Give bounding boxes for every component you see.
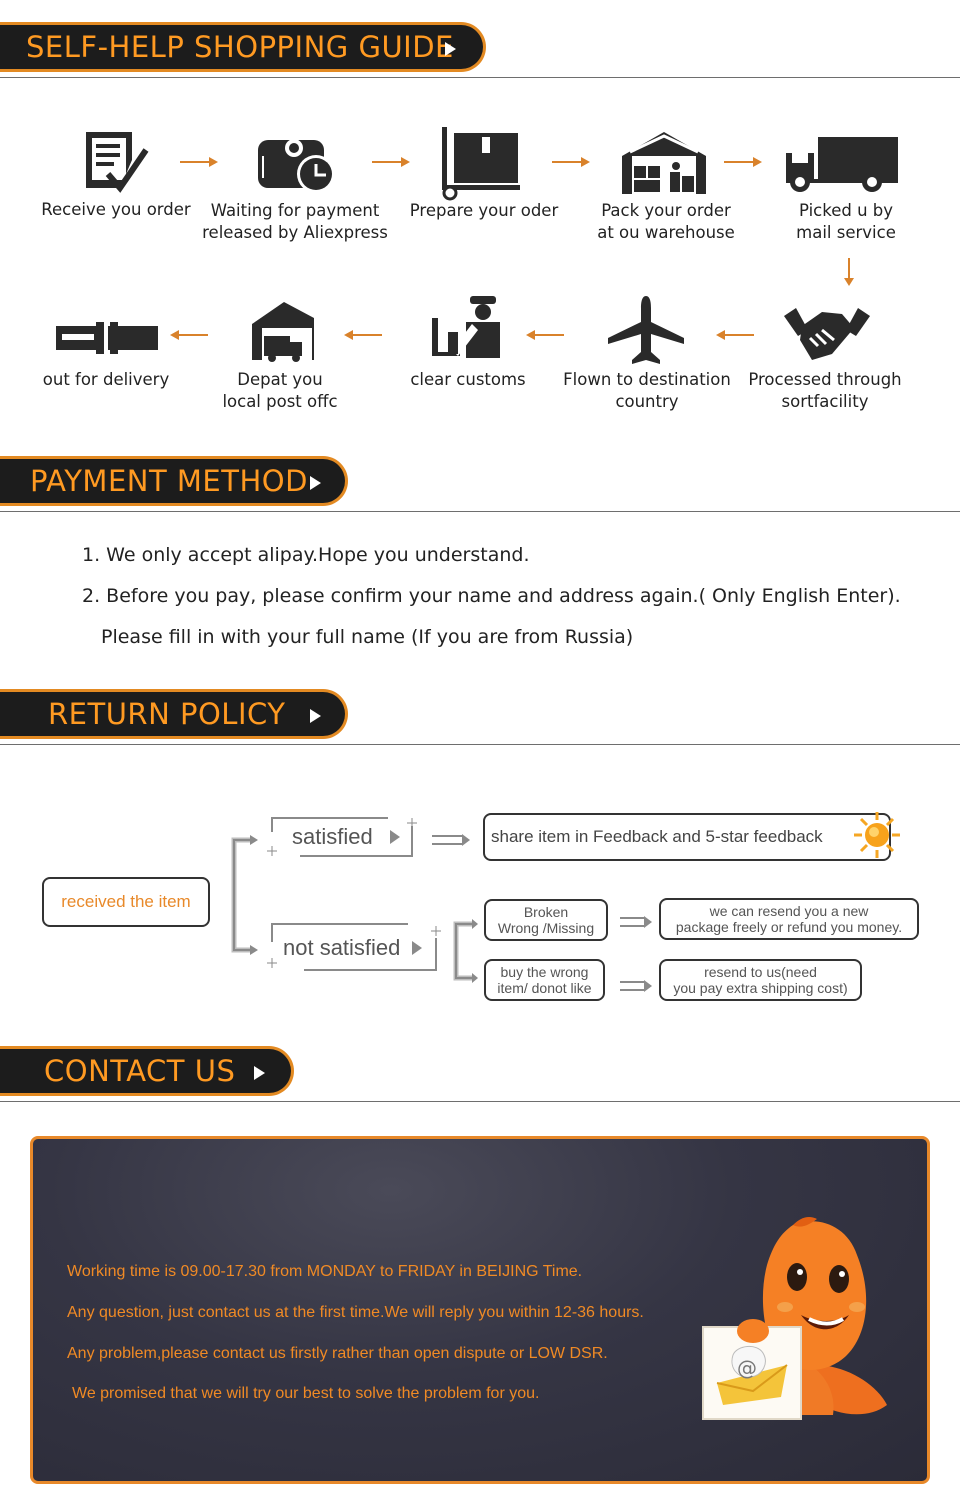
buy-wrong-label: buy the wrong <box>500 964 589 980</box>
play-triangle-icon <box>445 42 456 56</box>
wrong-item-box <box>484 959 605 1001</box>
flow-arrow <box>552 161 588 163</box>
hand-truck-box-icon <box>440 125 522 201</box>
sun-star-icon <box>852 810 902 860</box>
step-label: country <box>615 392 679 411</box>
donot-like-label: item/ donot like <box>497 980 592 996</box>
step-waiting-payment <box>200 200 390 244</box>
step-label: Flown to destination <box>563 370 731 389</box>
flow-arrow <box>180 161 216 163</box>
payment-tab <box>0 456 348 506</box>
section-divider <box>0 744 960 745</box>
wallet-clock-icon <box>256 132 338 194</box>
payment-header <box>0 456 960 512</box>
flow-arrow <box>724 161 760 163</box>
play-triangle-icon <box>310 476 321 490</box>
contact-reply-time: Any question, just contact us at the first time.We will reply you within 12-36 hours. <box>67 1304 644 1321</box>
section-divider <box>0 1101 960 1102</box>
truck-icon <box>784 135 900 193</box>
flow-arrow-down <box>848 258 850 280</box>
payment-line-2: 2. Before you pay, please confirm your name and address again.( Only English Enter). <box>82 585 901 607</box>
order-list-icon <box>82 130 150 194</box>
step-label: sortfacility <box>781 392 869 411</box>
warehouse-icon <box>620 130 708 196</box>
step-receive-order <box>40 199 192 221</box>
step-out-for-delivery <box>36 369 176 391</box>
resend-us-line2: you pay extra shipping cost) <box>673 980 848 996</box>
contact-header <box>0 1046 960 1102</box>
resend-new-line2: package freely or refund you money. <box>675 919 903 935</box>
resend-us-box <box>659 959 862 1001</box>
received-item-box <box>42 877 210 927</box>
step-label: out for delivery <box>42 370 170 389</box>
step-label: mail service <box>796 223 896 242</box>
customs-officer-icon <box>426 294 510 360</box>
resend-new-box <box>659 898 919 940</box>
step-label: at ou warehouse <box>597 223 735 242</box>
section-divider <box>0 77 960 78</box>
email-at-symbol: @ <box>737 1356 757 1380</box>
flow-arrow <box>346 334 382 336</box>
payment-line-1: 1. We only accept alipay.Hope you understand. <box>82 544 530 566</box>
resend-us-line1: resend to us(need <box>704 964 817 980</box>
flow-arrow-down-head <box>844 278 854 286</box>
play-triangle-icon <box>310 709 321 723</box>
play-triangle-icon <box>254 1066 265 1080</box>
handshake-icon <box>782 304 872 364</box>
step-clear-customs <box>398 369 538 391</box>
return-header <box>0 689 960 745</box>
not-satisfied-label: not satisfied <box>283 935 401 960</box>
step-processed-sort <box>744 369 906 413</box>
post-office-icon <box>250 300 316 362</box>
wrong-missing-label: Wrong /Missing <box>497 920 595 936</box>
step-depart-post-office <box>210 369 350 413</box>
section-divider <box>0 511 960 512</box>
step-label: Processed through <box>748 370 902 389</box>
step-label: clear customs <box>410 370 526 389</box>
step-label: Pack your order <box>601 201 731 220</box>
step-label: Depat you <box>237 370 323 389</box>
broken-label: Broken <box>523 904 569 920</box>
satisfied-label: satisfied <box>292 824 373 849</box>
step-label: released by Aliexpress <box>202 223 388 242</box>
mascot-image <box>697 1215 897 1430</box>
flow-arrow <box>528 334 564 336</box>
contact-panel <box>30 1136 930 1484</box>
flow-arrow <box>372 161 408 163</box>
broken-missing-box <box>484 899 608 941</box>
step-label: Waiting for payment <box>210 201 380 220</box>
received-item-label: received the item <box>61 892 191 911</box>
feedback-box <box>483 813 891 861</box>
step-flown-destination <box>556 369 738 413</box>
step-label: local post offc <box>222 392 338 411</box>
feedback-label: share item in Feedback and 5-star feedback <box>491 827 823 846</box>
flow-arrow <box>718 334 754 336</box>
return-tab <box>0 689 348 739</box>
flow-arrow <box>172 334 208 336</box>
contact-working-time: Working time is 09.00-17.30 from MONDAY to FRIDAY in BEIJING Time. <box>67 1263 583 1280</box>
delivery-road-icon <box>54 320 160 356</box>
contact-tab <box>0 1046 294 1096</box>
payment-title: PAYMENT METHOD <box>30 464 308 498</box>
shopping-guide-header <box>0 22 960 78</box>
airplane-icon <box>606 294 686 366</box>
shopping-guide-tab <box>0 22 486 72</box>
payment-line-3: Please fill in with your full name (If you are from Russia) <box>101 626 634 648</box>
resend-new-line1: we can resend you a new <box>709 903 869 919</box>
contact-title: CONTACT US <box>44 1054 236 1088</box>
step-label: Prepare your oder <box>409 201 559 220</box>
step-prepare-order <box>404 200 564 222</box>
return-title: RETURN POLICY <box>48 697 286 731</box>
contact-promise: We promised that we will try our best to solve the problem for you. <box>72 1385 540 1402</box>
contact-dispute-note: Any problem,please contact us firstly rather than open dispute or LOW DSR. <box>67 1345 608 1362</box>
step-label: Picked u by <box>798 201 894 220</box>
step-pack-order <box>588 200 744 244</box>
step-picked-up <box>776 200 916 244</box>
step-label: Receive you order <box>41 200 191 219</box>
shopping-guide-title: SELF-HELP SHOPPING GUIDE <box>26 30 454 64</box>
